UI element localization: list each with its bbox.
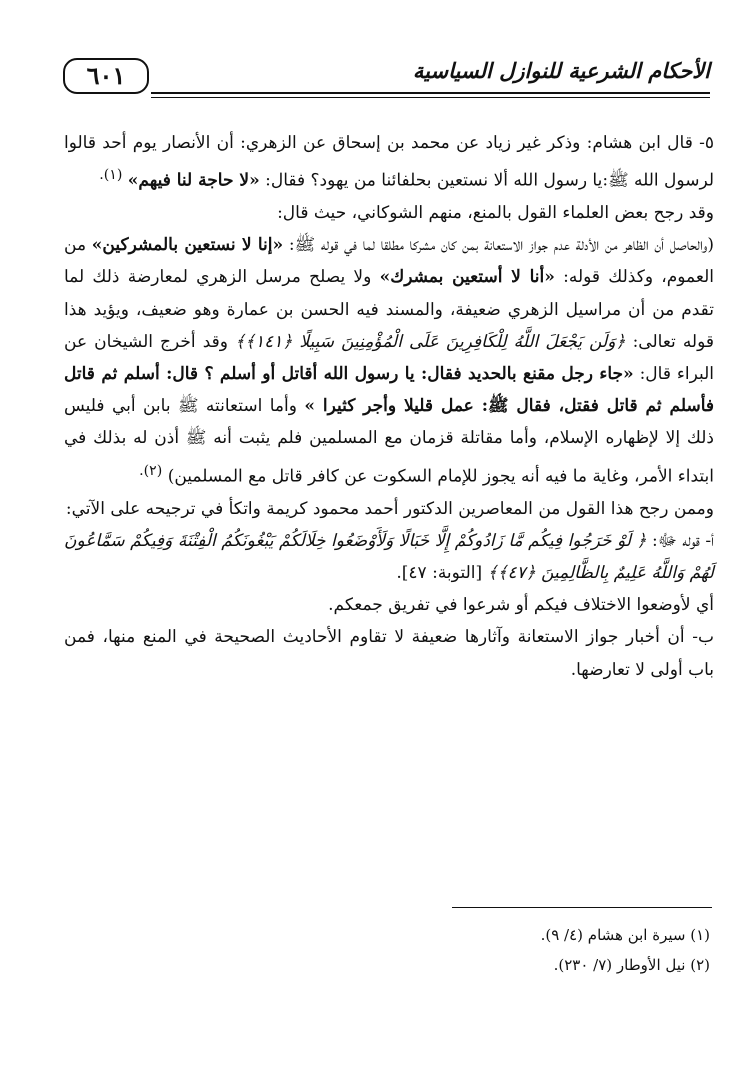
paragraph-3-text-e: وأما استعانته ﷺ بابن أبي فليس ذلك إلا لإظهاره الإسلام، وأما مقاتلة قزمان مع المسلمين فلم يثبت أنه ﷺ أذن له بذلك في ابتداء الأمر، وغاية ما فيه أنه يجوز للإمام السكوت عن كافر قاتل مع المسلمين) — [64, 396, 714, 487]
hadith-quote-1: «إنا لا نستعين بالمشركين» — [91, 235, 284, 256]
quran-verse-1: ﴿وَلَن يَجْعَلَ اللَّهُ لِلْكَافِرِينَ عَلَى الْمُؤْمِنِينَ سَبِيلًا ﴿١٤١﴾﴾ — [235, 331, 626, 352]
footnotes — [300, 920, 710, 980]
paragraph-3-text-c: ولا يصلح مرسل الزهري لمعارضة ذلك لما تقدم من أن مراسيل الزهري ضعيفة، والمسند فيه الحسن بن عمارة وهو ضعيف، ويؤيد هذا قوله تعالى: — [64, 267, 715, 352]
point-a-label: أ- قوله ﷻ: — [651, 530, 714, 551]
hadith-quote: «لا حاجة لنا فيهم» — [127, 170, 260, 191]
footnote-ref-2: (٢). — [139, 462, 163, 479]
paragraph-5 — [64, 525, 714, 589]
page-number: ٦٠١ — [63, 58, 149, 94]
hadith-quote-2: «أنا لا أستعين بمشرك» — [379, 267, 555, 288]
paragraph-6: أي لأوضعوا الاختلاف فيكم أو شرعوا في تفريق جمعكم. — [328, 595, 714, 616]
paragraph-3-text-a: (والحاصل أن الظاهر من الأدلة عدم جواز الاستعانة بمن كان مشركا مطلقا لما في قوله ﷺ: — [288, 235, 714, 256]
page-header — [55, 44, 710, 104]
footnote-1: (١) سيرة ابن هشام (٤/ ٩). — [540, 926, 710, 944]
paragraph-7: ب- أن أخبار جواز الاستعانة وآثارها ضعيفة لا تقاوم الأحاديث الصحيحة في المنع منها، فمن باب أولى لا تعارضها. — [64, 627, 714, 680]
paragraph-4: وممن رجح هذا القول من المعاصرين الدكتور أحمد محمود كريمة واتكأ في ترجيحه على الآتي: — [65, 498, 714, 519]
paragraph-1-text: ٥- قال ابن هشام: وذكر غير زياد عن محمد بن إسحاق عن الزهري: أن الأنصار يوم أحد قالوا لرسول الله ﷺ:يا رسول الله ألا نستعين بحلفائنا من يهود؟ فقال: — [64, 133, 714, 191]
footnote-ref-1: (١). — [99, 167, 123, 184]
footnote-2: (٢) نيل الأوطار (٧/ ٢٣٠). — [553, 956, 710, 974]
verse-reference: [التوبة: ٤٧]. — [396, 562, 483, 583]
paragraph-3-text-d: وقد أخرج الشيخان عن البراء قال: — [64, 331, 714, 385]
hadith-quote-3: «جاء رجل مقنع بالحديد فقال: يا رسول الله أقاتل أو أسلم ؟ قال: أسلم ثم قاتل فأسلم ثم قاتل فقتل، فقال ﷺ: عمل قليلا وأجر كثيرا » — [64, 364, 715, 417]
header-rule-thin — [151, 97, 710, 98]
paragraph-1 — [64, 127, 714, 197]
main-text — [64, 127, 714, 686]
footnote-separator — [452, 907, 712, 908]
header-rule — [151, 92, 710, 94]
paragraph-2: وقد رجح بعض العلماء القول بالمنع، منهم الشوكاني، حيث قال: — [277, 203, 714, 224]
paragraph-3-text-b: من العموم، وكذلك قوله: — [64, 235, 714, 288]
book-title: الأحكام الشرعية للنوازل السياسية — [412, 58, 710, 83]
paragraph-3 — [64, 229, 714, 492]
quran-verse-2: ﴿ لَوْ خَرَجُوا فِيكُم مَّا زَادُوكُمْ إِلَّا خَبَالًا وَلَأَوْضَعُوا خِلَالَكُمْ يَبْغُونَكُمُ الْفِتْنَةَ وَفِيكُمْ سَمَّاعُونَ لَهُمْ وَاللَّهُ عَلِيمٌ بِالظَّالِمِينَ ﴿٤٧﴾﴾ — [64, 530, 714, 583]
